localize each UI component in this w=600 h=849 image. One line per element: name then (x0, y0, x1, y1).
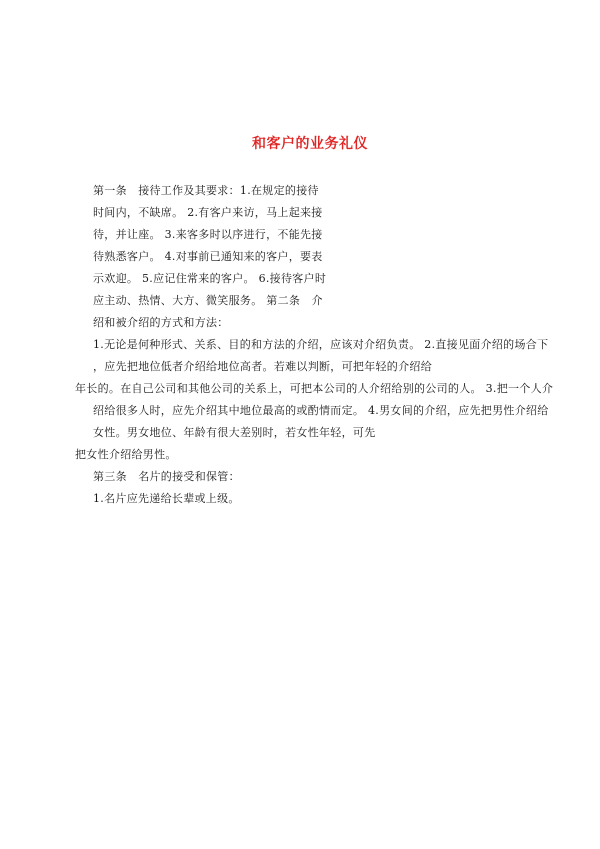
body-line: 绍给很多人时，应先介绍其中地位最高的或酌情而定。 4.男女间的介绍，应先把男性介绍给 (93, 404, 549, 417)
body-line: 年长的。在自己公司和其他公司的关系上，可把本公司的人介绍给别的公司的人。 3.把一个人介 (75, 382, 554, 395)
body-line: 应主动、热情、大方、微笑服务。 第二条 介 (93, 294, 323, 307)
body-line: 示欢迎。 5.应记住常来的客户。 6.接待客户时 (93, 272, 327, 285)
body-line: 1.无论是何种形式、关系、目的和方法的介绍，应该对介绍负责。 2.直接见面介绍的场合下 (93, 338, 549, 351)
body-line: 把女性介绍给男性。 (75, 448, 177, 461)
body-line: 1.名片应先递给长辈或上级。 (93, 492, 240, 505)
body-line: ，应先把地位低者介绍给地位高者。若难以判断，可把年轻的介绍给 (93, 360, 432, 373)
body-line: 时间内，不缺席。 2.有客户来访，马上起来接 (93, 206, 323, 219)
document-title: 和客户的业务礼仪 (252, 136, 368, 152)
body-line: 女性。男女地位、年龄有很大差别时，若女性年轻，可先 (93, 426, 376, 439)
body-line: 待熟悉客户。 4.对事前已通知来的客户，要表 (93, 250, 323, 263)
body-line: 绍和被介绍的方式和方法： (93, 316, 229, 329)
body-line: 第一条 接待工作及其要求：1.在规定的接待 (93, 184, 319, 197)
body-line: 第三条 名片的接受和保管： (93, 470, 240, 483)
body-line: 待，并让座。 3.来客多时以序进行，不能先接 (93, 228, 323, 241)
